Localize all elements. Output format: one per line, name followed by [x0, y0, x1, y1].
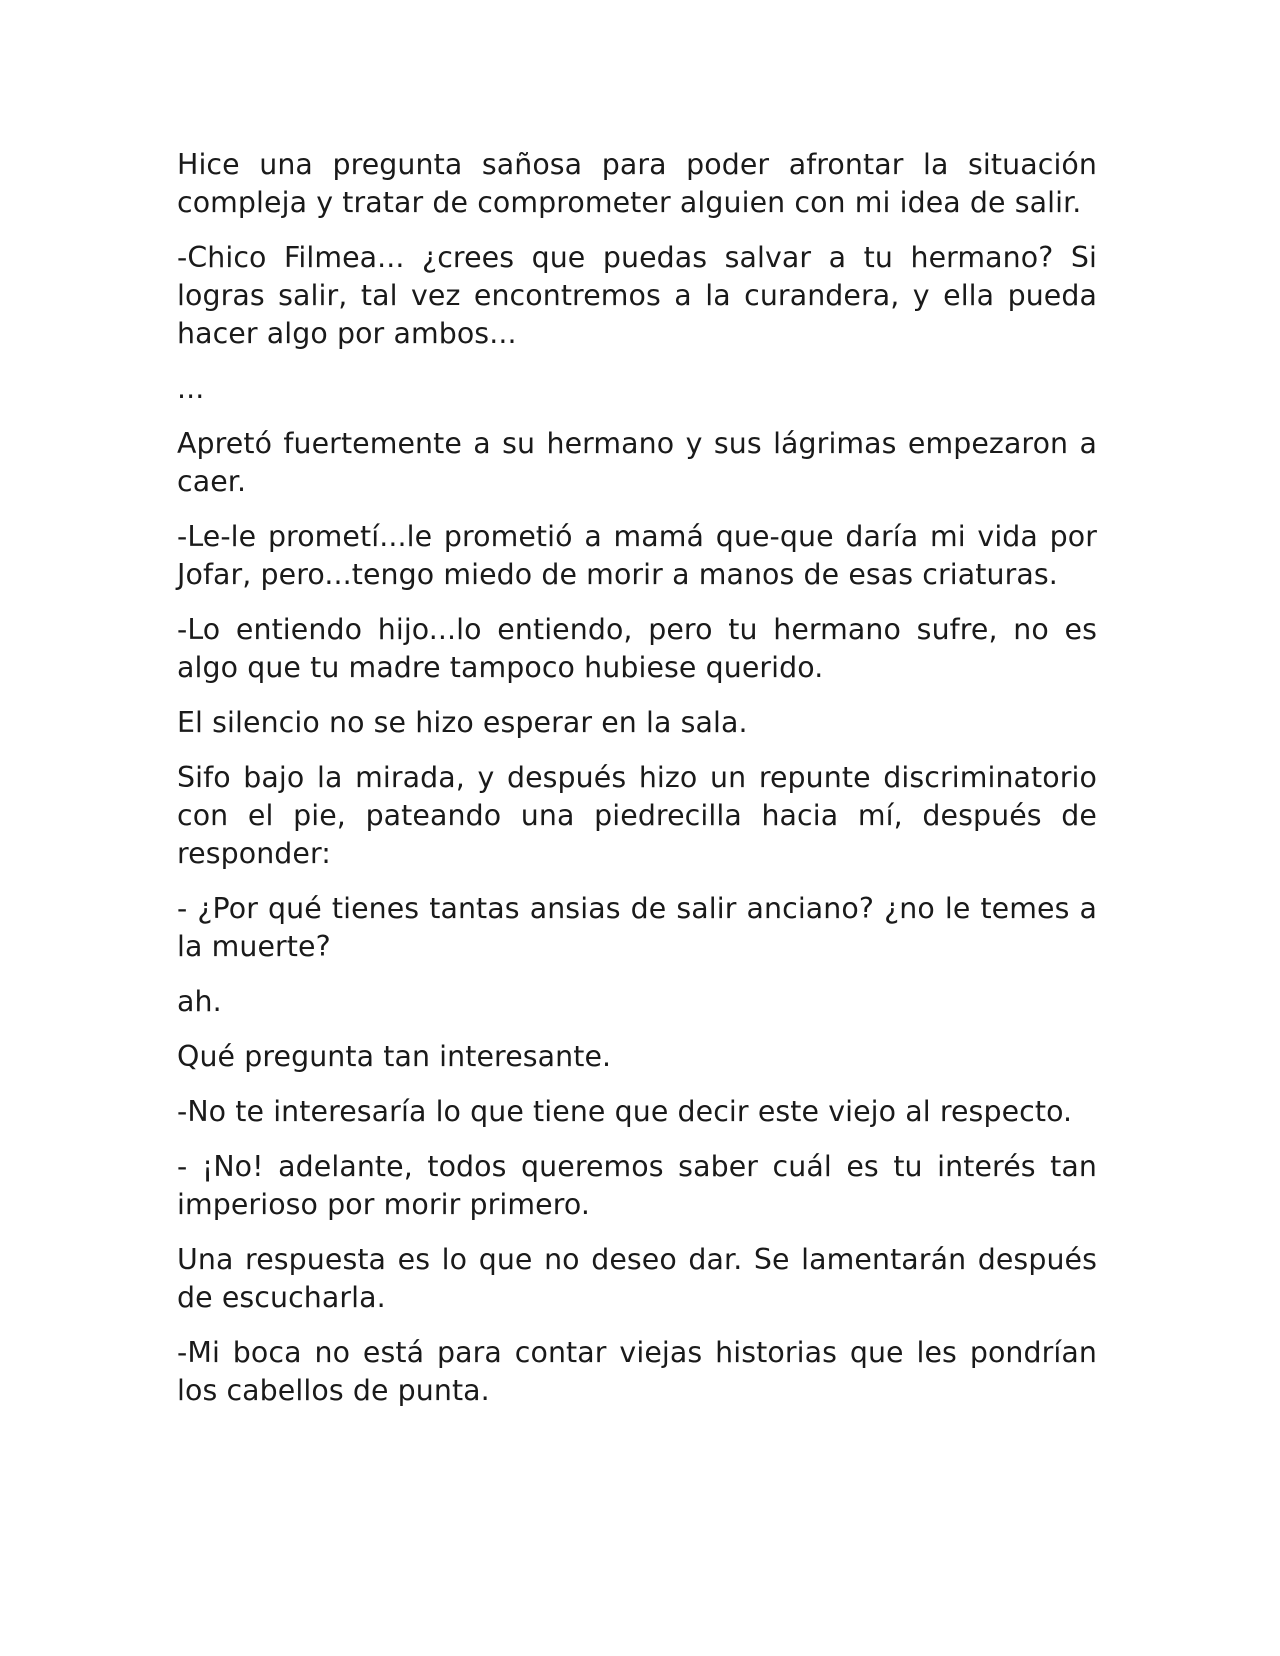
paragraph: Una respuesta es lo que no deseo dar. Se lamentarán después de escucharla.: [177, 1243, 1097, 1314]
paragraph: -Lo entiendo hijo...lo entiendo, pero tu hermano sufre, no es algo que tu madre tampoco hubiese querido.: [177, 613, 1097, 684]
paragraph: -Le-le prometí...le prometió a mamá que-que daría mi vida por Jofar, pero...tengo miedo de morir a manos de esas criaturas.: [177, 520, 1097, 591]
paragraph: Sifo bajo la mirada, y después hizo un repunte discriminatorio con el pie, pateando una piedrecilla hacia mí, después de responder:: [177, 761, 1097, 870]
paragraph: - ¡No! adelante, todos queremos saber cuál es tu interés tan imperioso por morir primero.: [177, 1150, 1097, 1221]
paragraph: El silencio no se hizo esperar en la sala.: [177, 706, 748, 739]
paragraph: ah.: [177, 985, 222, 1018]
paragraph: ...: [177, 372, 205, 405]
paragraph: Apretó fuertemente a su hermano y sus lágrimas empezaron a caer.: [177, 427, 1097, 498]
paragraph: Hice una pregunta sañosa para poder afrontar la situación compleja y tratar de comprometer alguien con mi idea de salir.: [177, 148, 1097, 219]
paragraph: Qué pregunta tan interesante.: [177, 1040, 612, 1073]
paragraph: -Mi boca no está para contar viejas historias que les pondrían los cabellos de punta.: [177, 1336, 1097, 1407]
paragraph: -Chico Filmea... ¿crees que puedas salvar a tu hermano? Si logras salir, tal vez encontremos a la curandera, y ella pueda hacer algo por ambos...: [177, 241, 1097, 350]
paragraph: -No te interesaría lo que tiene que decir este viejo al respecto.: [177, 1095, 1073, 1128]
paragraph: - ¿Por qué tienes tantas ansias de salir anciano? ¿no le temes a la muerte?: [177, 892, 1097, 963]
body-text: [177, 146, 1097, 1427]
